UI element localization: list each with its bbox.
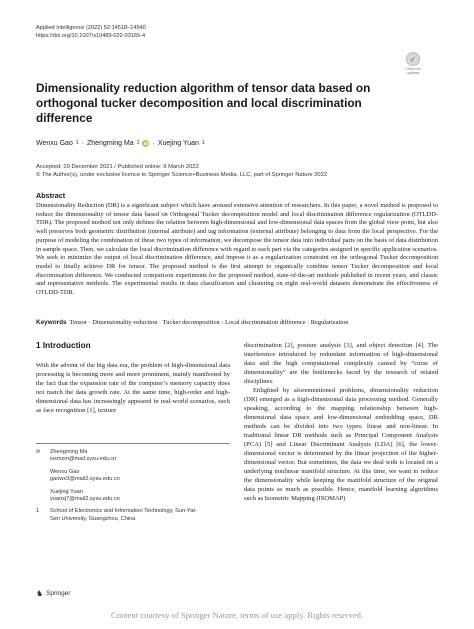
paper-title: Dimensionality reduction algorithm of tensor data based on orthogonal tucker decomposition and local discrimination difference [36,81,371,125]
intro-paragraph: Enlighted by aforementioned problems, dimensionality reduction (DR) emerged as a high-dimensional data processing method. Generally speaking, according to the mapping relationship between high-dimensional data space and low-dimensional embedding space, DR methods can be divided into two types: linear and non-linear. In traditional linear DR methods such as Principal Component Analysis (PCA) [5] and Linear Discriminant Analysis (LDA) [6], the lower-dimensional vector is determined by the linear projection of the higher-dimensional vector. But sometimes, the data we deal with is located on a underlying nonlinear manifold structure. At this time, we want to reduce the dimensionality while keeping the manifold structure of the original data points as much as possible. Hence, manifold learning algorithms such as Isometric Mapping (ISOMAP) [244,387,438,502]
author-separator: · [81,140,84,147]
publication-dates [36,163,327,179]
keywords-label: Keywords [36,319,67,326]
contact-entry [36,489,230,504]
springer-horse-icon: ♞ [36,589,44,598]
author-affiliation: 1 [201,140,205,146]
crossmark-label-line2: updates [406,71,420,75]
orcid-icon[interactable]: iD [143,141,149,146]
affiliation-line: School of Electronics and Information Technology, Sun-Yat- [50,508,197,515]
intro-right-column [244,341,438,503]
intro-left-column: With the advent of the big data era, the problem of high-dimensional data processing is becoming more and more prominent, mainly manifested by the fact that the expansion rate of the computer’s memory capacity does not match the data growth rate. At the same time, high-order and high-dimensional data has increasingly appeared in real-world scenarios, such as face recognition [1], texture [36,362,230,414]
affiliation-number: 1 [36,508,40,515]
abstract-text: Dimensionality Reduction (DR) is a significant subject which have aroused extensive attention of researchers. In this paper, a novel method is proposed to reduce the dimensionality of tensor data based on Orthogonal Tucker decomposition model and local discrimination difference regularization (OTLDD-TDR). The proposed method not only defines the relation between high-dimensional and low-dimensional data spaces from the global view point, but also well preserves both geometric distribution (internal attribute) and tag information (external attribute) belonging to data from the local perspective. For the purpose of modeling the combination of these two types of information, we decompose the tensor data into individual parts on the basis of data distribution in sample space. Then, we calculate the local discrimination difference with regard to each part via the categories assigned in specific application scenarios. We seek to minimize the output of local discrimination difference, and impose it as a regularization constraint on the orthogonal Tucker decomposition model to finally achieve DR for tensor. The proposed method is the first attempt to organically combine tensor Tucker decomposition and local discrimination difference. We conducted comparison experiments for the proposed method, state-of-the-art methods published in recent years, and classic and representative methods. The experimental results in data classification and clustering on eight real-world datasets demonstrate the effectiveness of OTLDD-TDR. [36,202,438,297]
contact-mark [36,469,44,484]
author-affiliation: 1 [136,140,140,146]
author-name: Zhengming Ma [86,140,134,147]
abstract-heading: Abstract [36,191,66,200]
author-affiliation: 1 [75,140,79,146]
keywords-list: Tensor · Dimensionality reduction · Tucker decomposition · Local discrimination difference · Regularization [69,319,349,326]
contact-mark [36,489,44,504]
affiliation-entry [36,508,230,523]
contact-name: Xuejing Yuan [50,488,83,495]
author-name: Xuejing Yuan [157,140,199,147]
envelope-icon: ✉ [36,449,41,455]
contact-email[interactable]: issmzm@mail.sysu.edu.cn [50,456,117,463]
doi-link[interactable]: https://doi.org/10.1007/s10489-022-03165-4 [36,33,146,39]
copyright-line: © The Author(s), under exclusive licence to Springer Science+Business Media, LLC, part of Springer Nature 2022 [36,172,328,178]
keywords [36,319,438,327]
contact-entry [36,449,230,464]
courtesy-notice: Content courtesy of Springer Nature, terms of use apply. Rights reserved. [110,610,364,620]
contact-email[interactable]: gaowx3@mail2.sysu.edu.cn [50,476,120,483]
author-list [36,139,205,148]
contact-name: Zhengming Ma [50,449,88,455]
accepted-published-line: Accepted: 29 December 2021 / Published online: 9 March 2022 [36,164,199,170]
footnote-divider [36,443,230,444]
crossmark-label-line1: Check for [405,67,421,71]
journal-citation: Applied Intelligence (2022) 52:14518–14540 [36,25,146,31]
crossmark-label [405,67,420,75]
affiliation-line: Sen University, Guangzhou, China [50,515,136,522]
contact-email[interactable]: yuanxj7@mail2.sysu.edu.cn [50,496,120,503]
author-name: Wenxu Gao [36,140,73,147]
section-heading-introduction: 1 Introduction [36,341,91,350]
contact-entry [36,469,230,484]
crossmark-badge[interactable] [403,52,423,76]
crossmark-icon: ✓ [406,52,420,66]
journal-info [36,24,146,40]
contact-name: Wenxu Gao [50,468,80,475]
author-separator: · [152,140,155,147]
author-contacts [36,449,230,528]
publisher-name: Springer [46,590,71,597]
publisher-logo [36,589,70,598]
intro-paragraph: discrimination [2], posture analysis [3], and object detection [4]. The interference introduced by redundant information of high-dimensional data and the high computational complexity caused by “curse of dimensionality” are the bottlenecks faced by the research of related disciplines. [244,342,438,385]
